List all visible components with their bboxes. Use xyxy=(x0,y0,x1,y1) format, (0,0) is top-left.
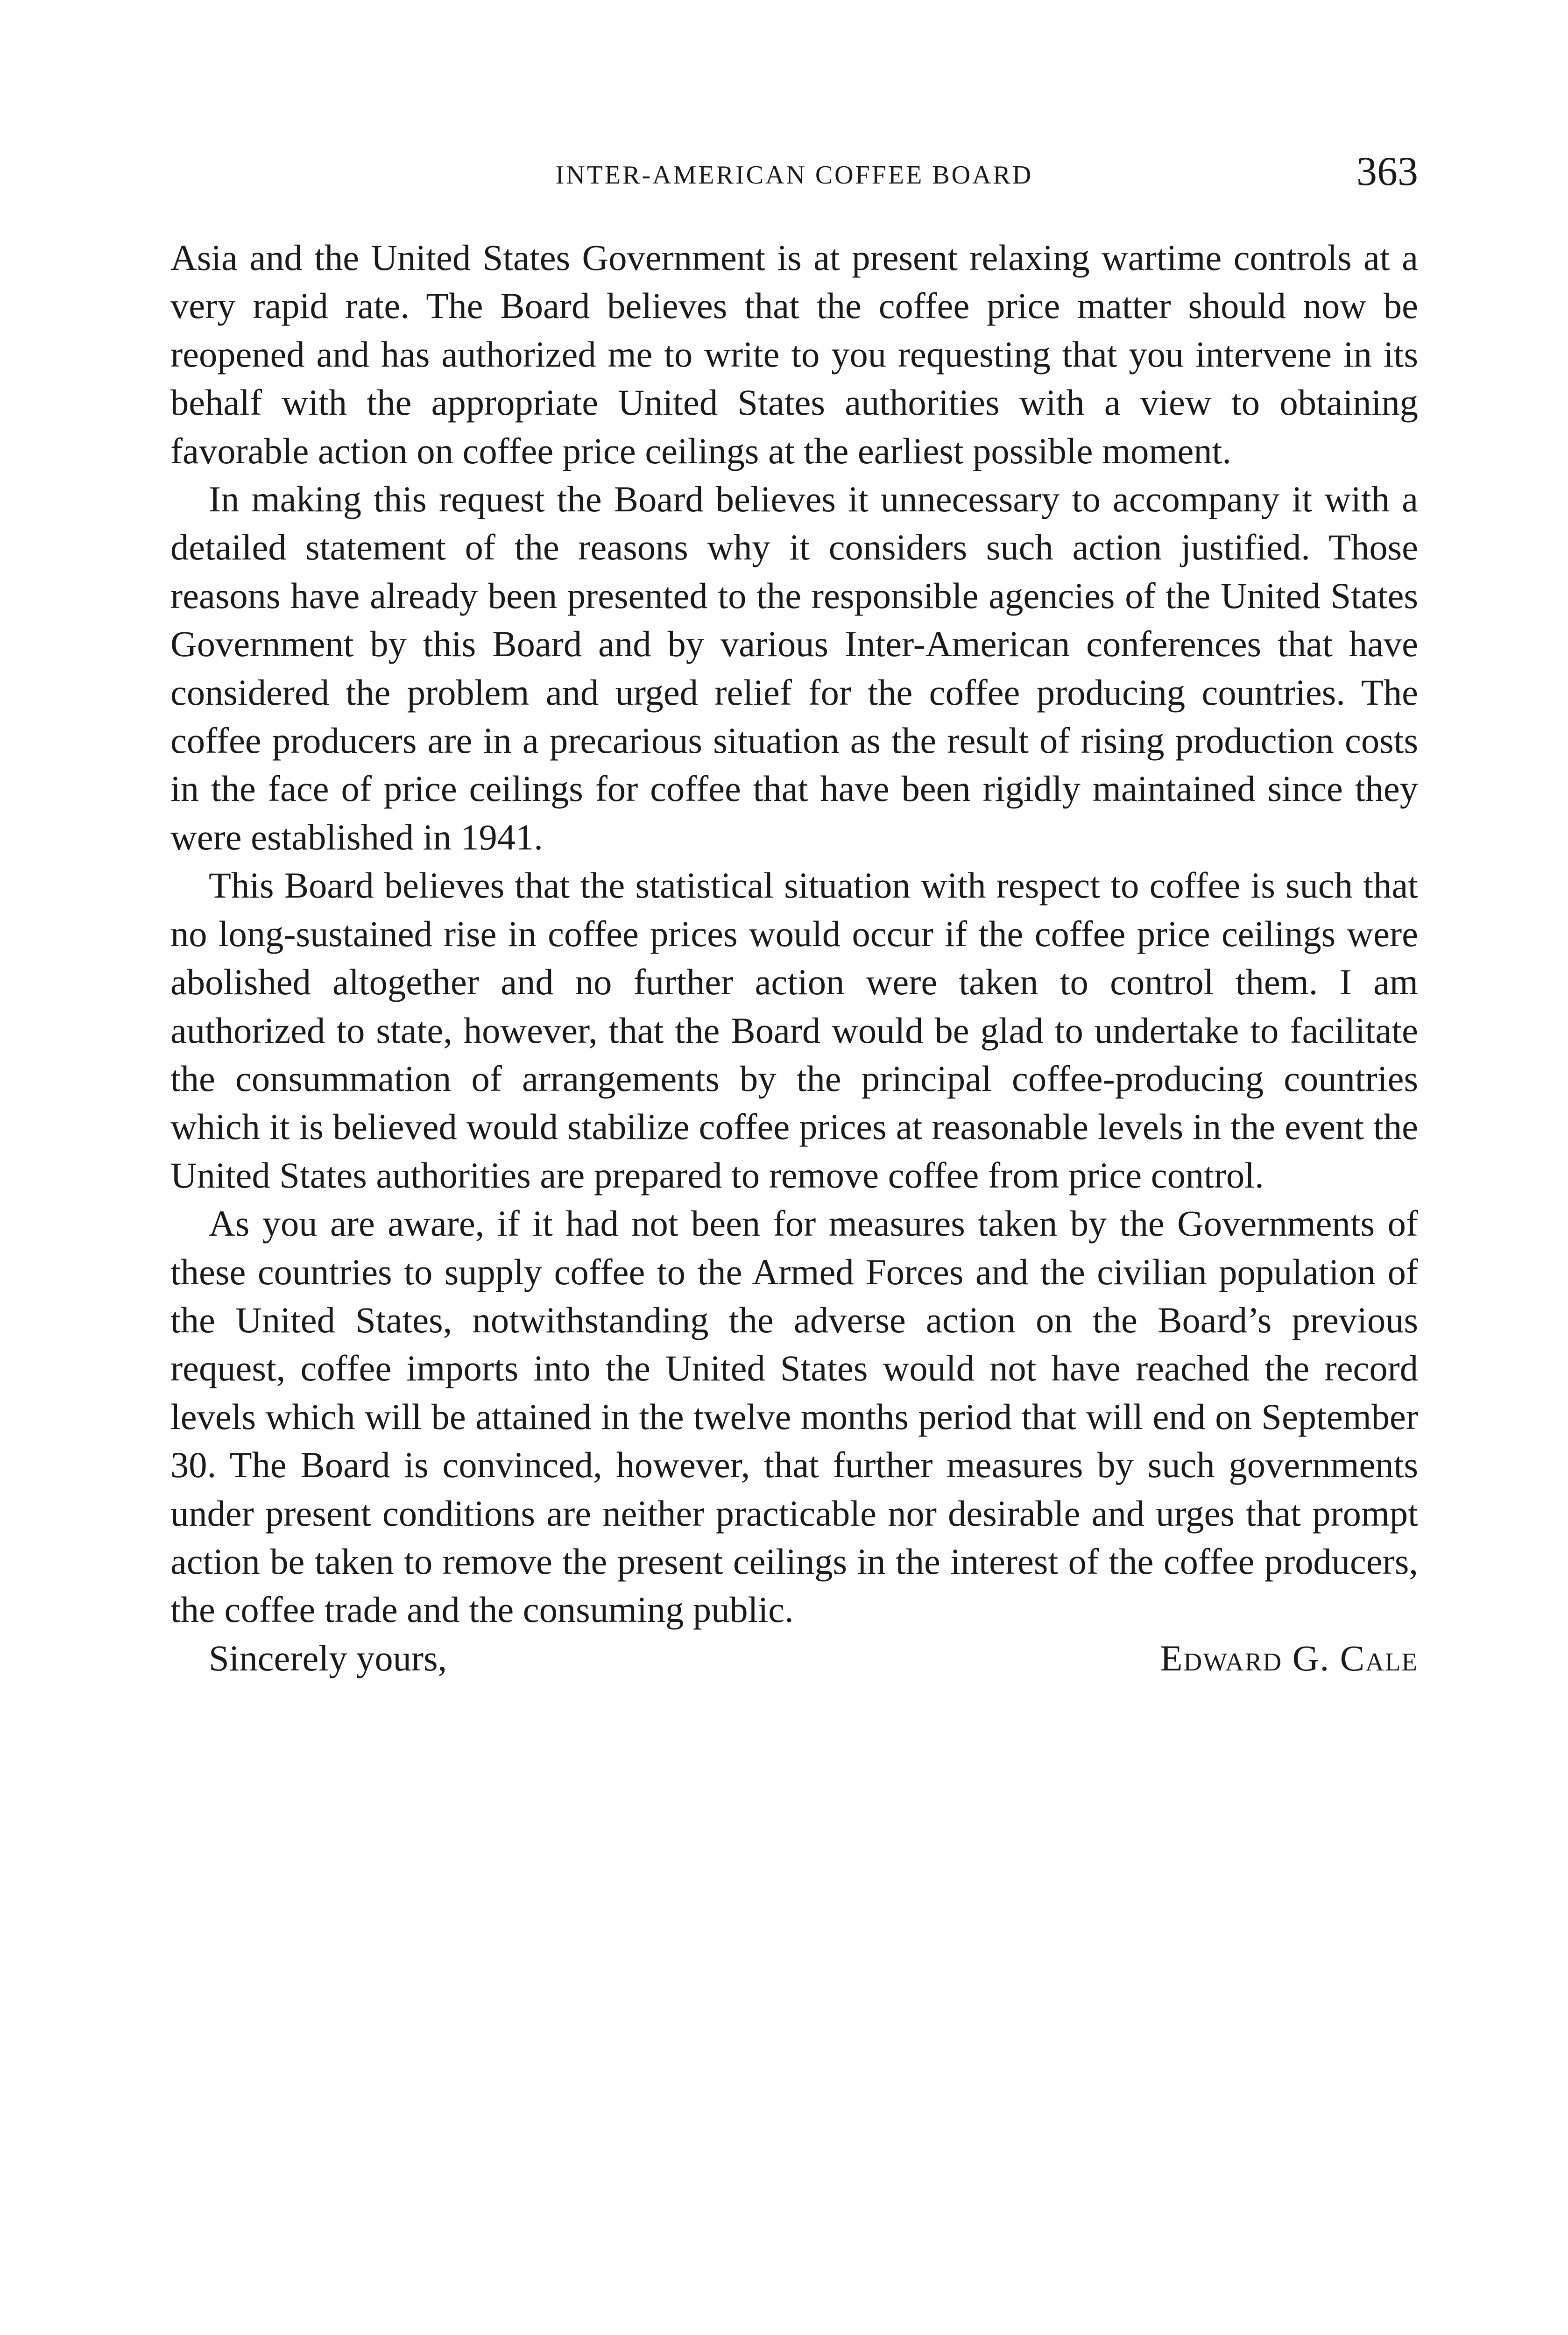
letter-body xyxy=(170,234,1418,1682)
running-title: INTER-AMERICAN COFFEE BOARD xyxy=(555,161,1033,190)
signature-name: Edward G. Cale xyxy=(1160,1637,1418,1678)
paragraph-continued: Asia and the United States Government is at present relaxing wartime controls at a very rapid rate. The Board believes that the coffee price matter should now be reopened and has authorized me to write to you requesting that you intervene in its behalf with the appropriate United States authorities with a view to obtaining favorable action on coffee price ceilings at the earliest possible moment. xyxy=(170,237,1418,471)
running-head xyxy=(170,149,1418,200)
closing-salutation: Sincerely yours, xyxy=(209,1637,447,1678)
page-number: 363 xyxy=(1356,149,1418,194)
paragraph: In making this request the Board believes it unnecessary to accompany it with a detailed statement of the reasons why it considers such action justified. Those reasons have already been presented to the responsible agencies of the United States Government by this Board and by various Inter-American conferences that have considered the problem and urged relief for the coffee producing countries. The coffee producers are in a precarious situation as the result of rising production costs in the face of price ceilings for coffee that have been rigidly maintained since they were established in 1941. xyxy=(170,479,1418,857)
letter-closing xyxy=(170,1634,1418,1682)
paragraph: As you are aware, if it had not been for measures taken by the Governments of these countries to supply coffee to the Armed Forces and the civilian population of the United States, notwithstanding the adverse action on the Board’s previous request, coffee imports into the United States would not have reached the record levels which will be attained in the twelve months period that will end on September 30. The Board is convinced, however, that further measures by such governments under present conditions are neither practicable nor desirable and urges that prompt action be taken to remove the present ceilings in the interest of the coffee producers, the coffee trade and the consuming public. xyxy=(170,1203,1418,1630)
paragraph: This Board believes that the statistical situation with respect to coffee is such that no long-sustained rise in coffee prices would occur if the coffee price ceilings were abolished altogether and no further action were taken to control them. I am authorized to state, however, that the Board would be glad to undertake to facilitate the consummation of arrangements by the principal coffee-producing countries which it is believed would stabilize coffee prices at reasonable levels in the event the United States authorities are prepared to remove coffee from price control. xyxy=(170,865,1418,1196)
